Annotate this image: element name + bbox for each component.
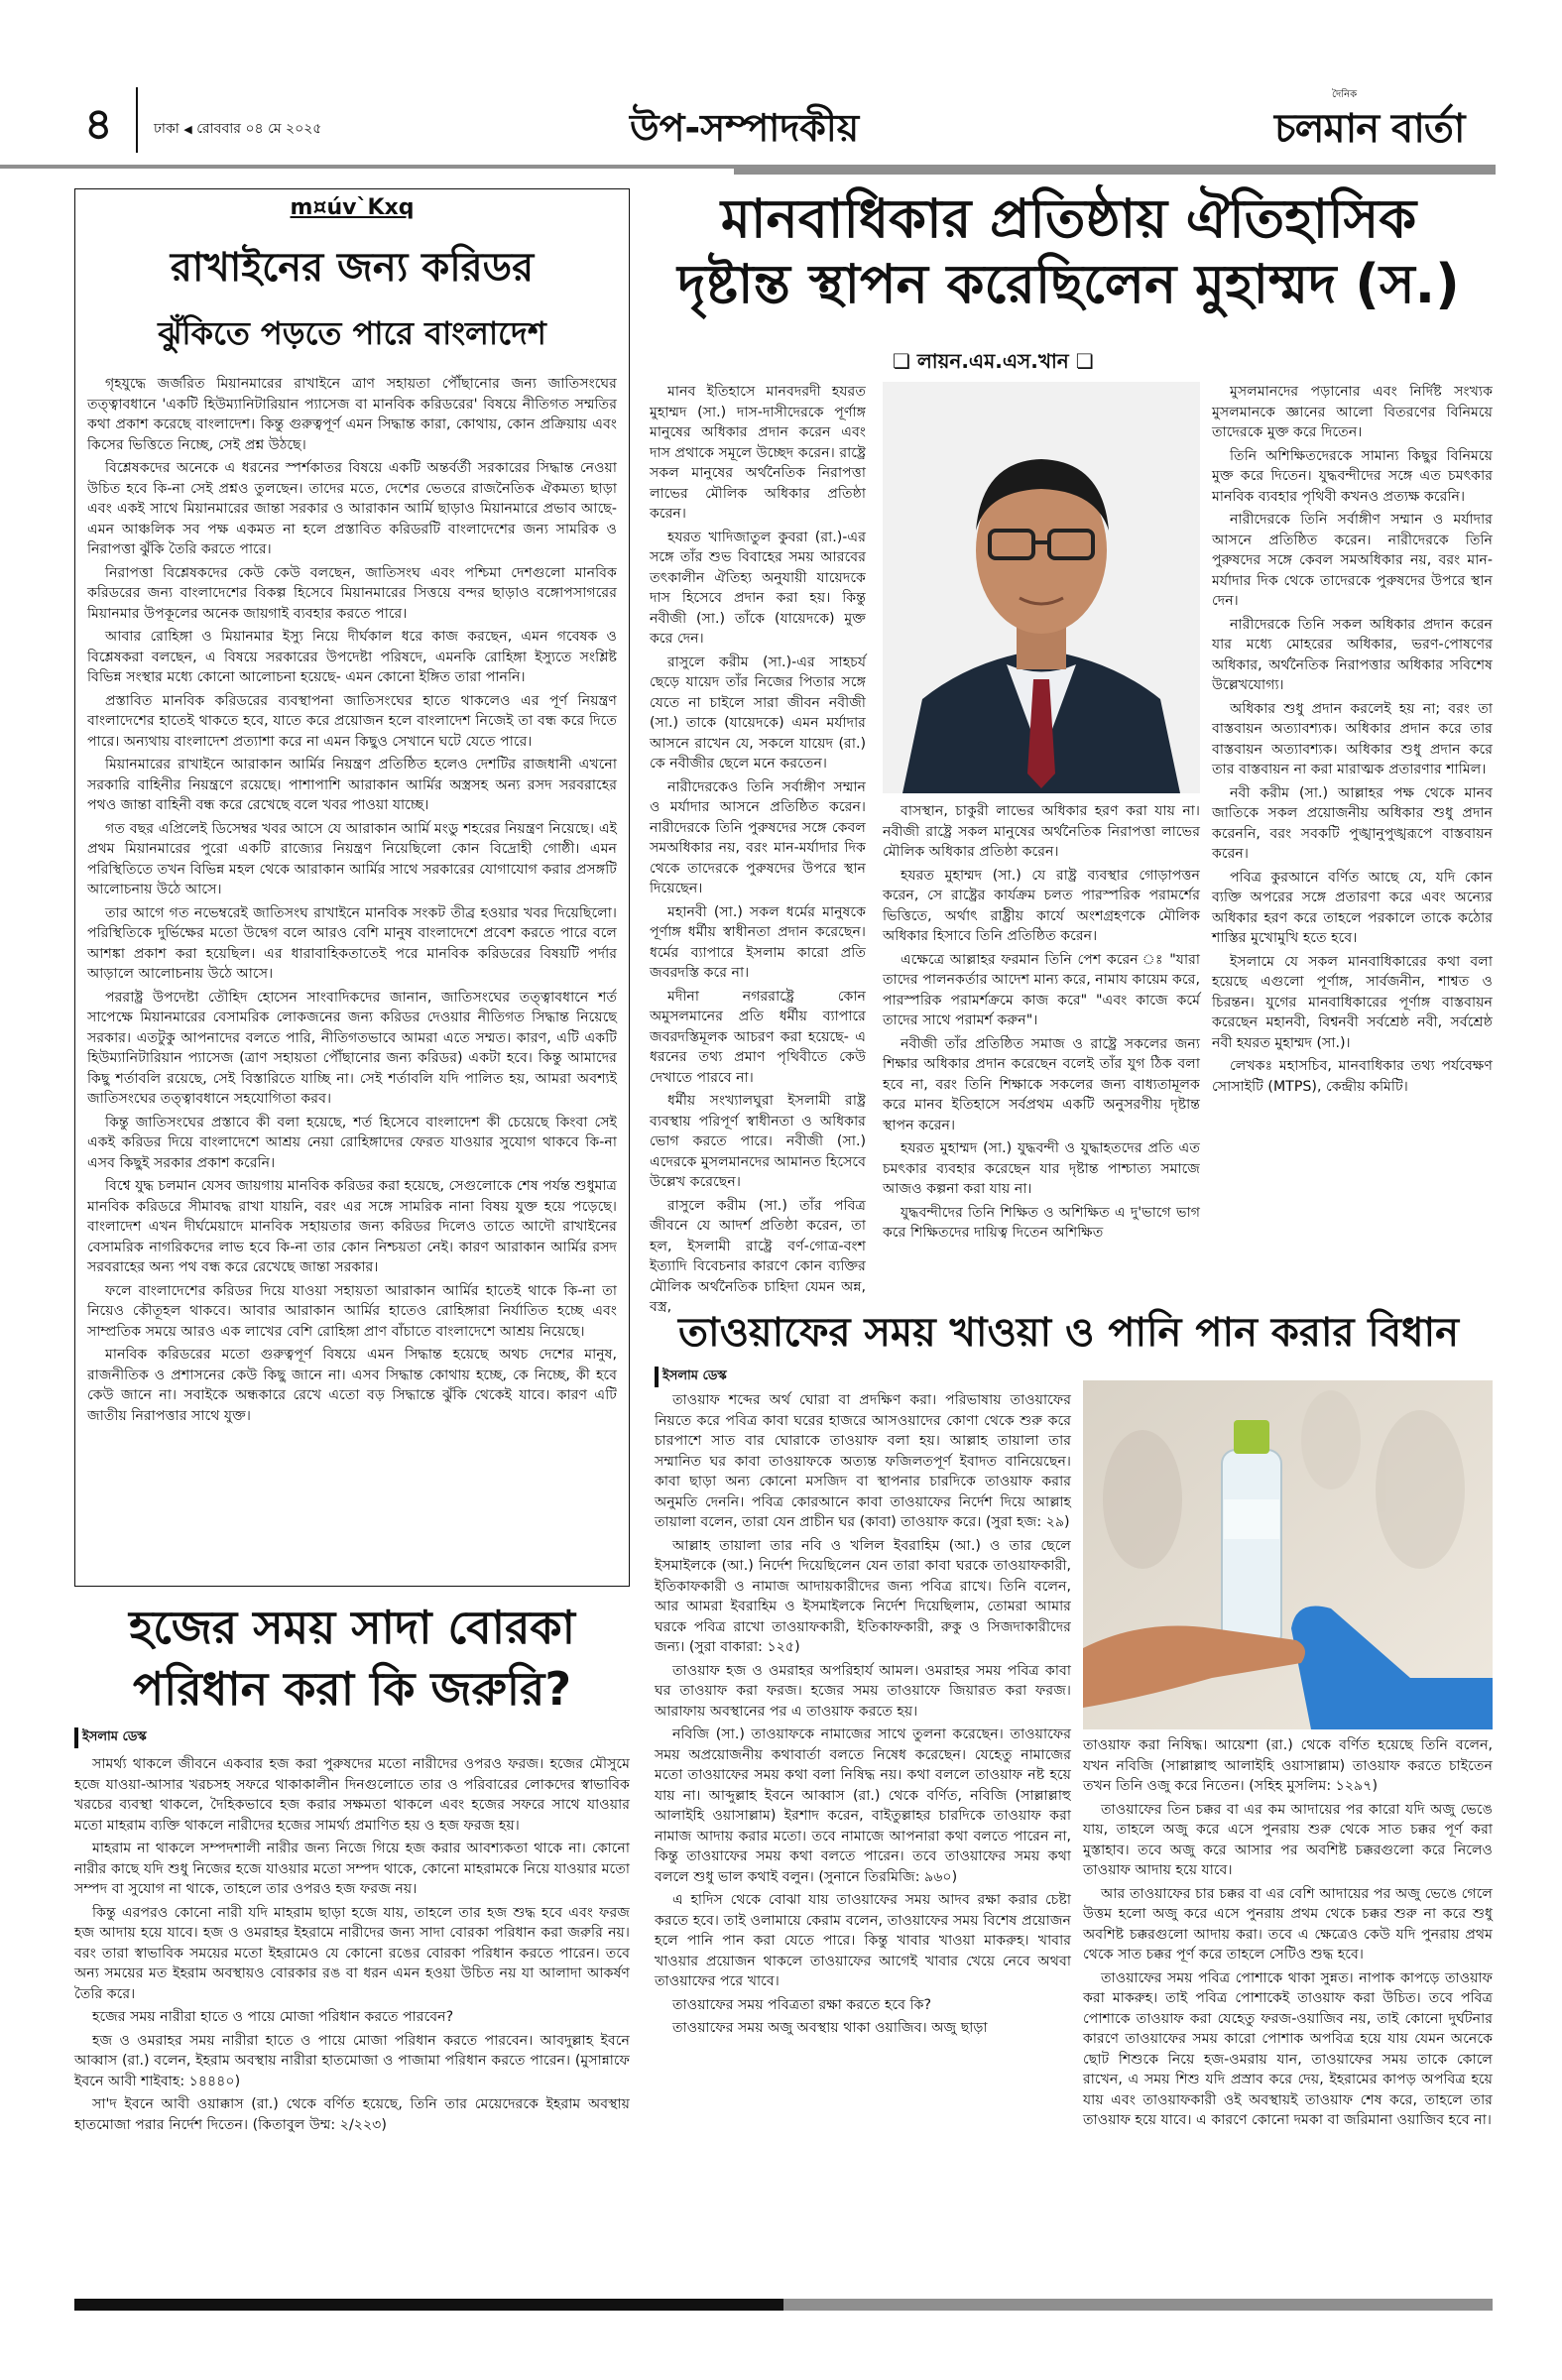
- editorial-paragraph: বিশ্লেষকদের অনেকে এ ধরনের স্পর্শকাতর বিষয়ে একটি অন্তর্বর্তী সরকারের সিদ্ধান্ত নেওয়া উচিত হবে কি-না সেই প্রশ্নও তুলছেন। তাদের মতে, দেশের ভেতরে রাজনৈতিক ঐকমত্য ছাড়া এবং একই সাথে মিয়ানমারের জান্তা সরকার ও আরাকান আর্মি ছাড়াও মিয়ানমারে প্রভাব আছে- এমন আঞ্চলিক সব পক্ষ একমত না হলে প্রস্তাবিত করিডরটি বাংলাদেশের জন্য সামরিক ও নিরাপত্তা ঝুঁকি তৈরি করতে পারে।: [87, 460, 617, 557]
- tawaf-paragraph: তাওয়াফের সময় অজু অবস্থায় থাকা ওয়াজিব। অজু ছাড়া: [672, 2020, 988, 2036]
- main-paragraph: বাসস্থান, চাকুরী লাভের অধিকার হরণ করা যায় না। নবীজী রাষ্ট্রে সকল মানুষের অর্থনৈতিক নিরাপত্তা লাভের মৌলিক অধিকার প্রতিষ্ঠা করেন।: [883, 803, 1200, 860]
- tawaf-col-1: [655, 1390, 1071, 2281]
- main-headline-line-2: দৃষ্টান্ত স্থাপন করেছিলেন মুহাম্মদ (স.): [677, 253, 1460, 315]
- tawaf-desk-label: ইসলাম ডেস্ক: [655, 1367, 727, 1387]
- tawaf-paragraph: আর তাওয়াফের চার চক্কর বা এর বেশি আদায়ের পর অজু ভেঙে গেলে উত্তম হলো অজু করে এসে পুনরায় প্রথম থেকে চক্কর শুরু না করে শুধু অবশিষ্ট চক্করগুলো আদায় করা। তবে এ ক্ষেত্রেও কেউ যদি পুনরায় প্রথম থেকে সাত চক্কর পূর্ণ করে তাহলে সেটিও শুদ্ধ হবে।: [1083, 1885, 1493, 1963]
- tawaf-paragraph: তাওয়াফের তিন চক্কর বা এর কম আদায়ের পর কারো যদি অজু ভেঙে যায়, তাহলে অজু করে এসে পুনরায় শুরু থেকে সাত চক্কর পূর্ণ করা মুস্তাহাব। তবে অজু করে আসার পর অবশিষ্ট চক্করগুলো করে নিলেও তাওয়াফ আদায় হয়ে যাবে।: [1083, 1801, 1493, 1878]
- author-portrait-image: [883, 382, 1200, 793]
- main-article-col-2: [883, 801, 1200, 1279]
- hajj-headline-2: পরিধান করা কি জরুরি?: [132, 1662, 572, 1716]
- main-paragraph: হযরত মুহাম্মদ (সা.) যুদ্ধবন্দী ও যুদ্ধাহতদের প্রতি এত চমৎকার ব্যবহার করেছেন যার দৃষ্টান্ত পাশ্চাত্য সমাজে আজও কল্পনা করা যায় না।: [883, 1140, 1200, 1197]
- main-paragraph: অধিকার শুধু প্রদান করলেই হয় না; বরং তা বাস্তবায়ন অত্যাবশ্যক। অধিকার প্রদান করে তার বাস্তবায়ন অত্যাবশ্যক। অধিকার শুধু প্রদান করে তার বাস্তবায়ন না করা মারাত্মক প্রতারণার শামিল।: [1212, 700, 1493, 777]
- tawaf-headline: তাওয়াফের সময় খাওয়া ও পানি পান করার বিধান: [678, 1310, 1459, 1356]
- editorial-paragraph: মিয়ানমারের রাখাইনে আরাকান আর্মির নিয়ন্ত্রণ প্রতিষ্ঠিত হলেও দেশটির রাজধানী এখনো সরকারি বাহিনীর নিয়ন্ত্রণে রয়েছে। পাশাপাশি আরাকান আর্মির অস্ত্রসহ অন্য রসদ সরবরাহের পথও জান্তা বাহিনী বন্ধ করে রেখেছে বলে খবর পাওয়া যাচ্ছে।: [87, 757, 617, 813]
- main-article-headline: [645, 186, 1493, 317]
- author-photo: [883, 382, 1200, 793]
- main-paragraph: রাসুলে করীম (সা.) তাঁর পবিত্র জীবনে যে আদর্শ প্রতিষ্ঠা করেন, তা হল, ইসলামী রাষ্ট্রে বর্ণ-গোত্র-বংশ ইত্যাদি বিবেচনার কারণে কোন ব্যক্তির মৌলিক অর্থনৈতিক চাহিদা যেমন অন্ন, বস্ত্র,: [650, 1197, 866, 1315]
- tawaf-col-2: [1083, 1735, 1493, 2281]
- tawaf-paragraph: নবিজি (সা.) তাওয়াফকে নামাজের সাথে তুলনা করেছেন। তাওয়াফের সময় অপ্রয়োজনীয় কথাবার্তা বলতে নিষেধ করেছেন। যেহেতু নামাজের মতো তাওয়াফের সময় কথা বলা নিষিদ্ধ নয়। কথা বললে তাওয়াফ নষ্ট হয়ে যায় না। আব্দুল্লাহ ইবনে আব্বাস (রা.) থেকে বর্ণিত, নবিজি (সাল্লাল্লাহু আলাইহি ওয়াসাল্লাম) ইরশাদ করেন, বাইতুল্লাহর চারদিকে তাওয়াফ করা নামাজ আদায় করার মতো। তবে নামাজে আপনারা কথা বলতে পারেন না, কিন্তু তাওয়াফের সময় কথা বলতে পারেন। তবে তাওয়াফের সময় কথা বললে শুধু ভাল কথাই বলুন। (সুনানে তিরমিজি: ৯৬০): [655, 1726, 1071, 1885]
- water-bottle-image: [1083, 1380, 1493, 1729]
- newspaper-logo[interactable]: [1274, 87, 1493, 152]
- main-paragraph: ইসলামে যে সকল মানবাধিকারের কথা বলা হয়েছে এগুলো পূর্ণাঙ্গ, সার্বজনীন, শাশ্বত ও চিরন্তন। যুগের মানবাধিকারের পূর্ণাঙ্গ বাস্তবায়ন করেছেন মহানবী, বিশ্বনবী সর্বশ্রেষ্ঠ নবী, সর্বশ্রেষ্ঠ নবী হযরত মুহাম্মদ (সা.)।: [1212, 953, 1493, 1051]
- tawaf-paragraph: তাওয়াফ হজ ও ওমরাহর অপরিহার্য আমল। ওমরাহর সময় পবিত্র কাবা ঘর তাওয়াফ করা ফরজ। হজের সময় তাওয়াফে জিয়ারত করা ফরজ। আরাফায় অবস্থানের পর এ তাওয়াফ করতে হয়।: [655, 1662, 1071, 1720]
- editorial-paragraph: পররাষ্ট্র উপদেষ্টা তৌহিদ হোসেন সাংবাদিকদের জানান, জাতিসংঘের তত্ত্বাবধানে শর্ত সাপেক্ষে মিয়ানমারের বেসামরিক লোকজনের জন্য করিডর দেওয়ার নীতিগত সিদ্ধান্ত নিয়েছে সরকার। এতটুকু আপনাদের বলতে পারি, নীতিগতভাবে আমরা এতে সম্মত। কারণ, এটি একটি হিউম্যানিটারিয়ান প্যাসেজ (ত্রাণ সহায়তা পৌঁছানোর জন্য করিডর) একটা হবে। কিন্তু আমাদের কিছু শর্তাবলি রয়েছে, সেই বিস্তারিতে যাচ্ছি না। সেই শর্তাবলি যদি পালিত হয়, আমরা অবশ্যই জাতিসংঘের তত্ত্বাবধানে সহযোগিতা করব।: [87, 989, 617, 1107]
- main-paragraph: নারীদেরকে তিনি সর্বাঙ্গীণ সম্মান ও মর্যাদার আসনে প্রতিষ্ঠিত করেন। নারীদেরকে তিনি পুরুষদের সঙ্গে কেবল সমঅধিকার নয়, বরং মান-মর্যাদার দিক থেকে তাদেরকে পুরুষদের উপরে স্থান দেন।: [1212, 512, 1493, 609]
- editorial-box: [74, 188, 630, 1587]
- main-article-col-1: [650, 382, 866, 1315]
- main-paragraph: নারীদেরকে তিনি সকল অধিকার প্রদান করেন যার মধ্যে মোহরের অধিকার, ভরণ-পোষণের অধিকার, অর্থনৈতিক নিরাপত্তার অধিকার সবিশেষ উল্লেখযোগ্য।: [1212, 616, 1493, 693]
- hajj-paragraph: সা'দ ইবনে আবী ওয়াক্কাস (রা.) থেকে বর্ণিত হয়েছে, তিনি তার মেয়েদেরকে ইহরাম অবস্থায় হাতমোজা পরার নির্দেশ দিতেন। (কিতাবুল উম্ম: ২/২২৩): [74, 2096, 630, 2133]
- main-paragraph: নারীদেরকেও তিনি সর্বাঙ্গীণ সম্মান ও মর্যাদার আসনে প্রতিষ্ঠিত করেন। নারীদেরকে তিনি পুরুষদের সঙ্গে কেবল সমঅধিকার নয়, বরং মান-মর্যাদার দিক থেকে তাদেরকে পুরুষদের উপরে স্থান দিয়েছেন।: [650, 778, 866, 896]
- editorial-paragraph: আবার রোহিঙ্গা ও মিয়ানমার ইস্যু নিয়ে দীর্ঘকাল ধরে কাজ করছেন, এমন গবেষক ও বিশ্লেষকরা বলছেন, এ বিষয়ে সরকারের উপদেষ্টা পরিষদে, এমনকি রোহিঙ্গা ইস্যুতে সংশ্লিষ্ট বিভিন্ন সংস্থার মধ্যে কোনো আলোচনা হয়েছে- এমন কোনো ইঙ্গিত তারা পাননি।: [87, 629, 617, 685]
- main-paragraph: যুদ্ধবন্দীদের তিনি শিক্ষিত ও অশিক্ষিত এ দু'ভাগে ভাগ করে শিক্ষিতদের দায়িত্ব দিতেন অশিক্ষিত: [883, 1204, 1200, 1241]
- date: রোববার ০৪ মে ২০২৫: [196, 121, 322, 137]
- byline-box-icon: ❏: [1075, 349, 1094, 373]
- editorial-paragraph: বিশ্বে যুদ্ধ চলমান যেসব জায়গায় মানবিক করিডর করা হয়েছে, সেগুলোকে শেষ পর্যন্ত শুধুমাত্র মানবিক করিডরে সীমাবদ্ধ রাখা যায়নি, বরং এর সঙ্গে সামরিক নানা বিষয় যুক্ত হয়ে পড়েছে। বাংলাদেশ এখন দীর্ঘমেয়াদে মানবিক সহায়তার জন্য করিডর দিলেও তাতে আদৌ রাখাইনের বেসামরিক নাগরিকদের লাভ হবে কি-না তার কোন নিশ্চয়তা নেই। কারণ আরাকান আর্মির রসদ সরবরাহের অন্য পথ বন্ধ করে রেখেছে জান্তা সরকার।: [87, 1178, 617, 1275]
- hajj-article: [74, 1597, 630, 2281]
- main-headline-line-1: মানবাধিকার প্রতিষ্ঠায় ঐতিহাসিক: [720, 187, 1417, 250]
- dateline-bullet-icon: ◀: [183, 123, 192, 136]
- tawaf-paragraph: আল্লাহ তায়ালা তার নবি ও খলিল ইবরাহিম (আ.) ও তার ছেলে ইসমাইলকে (আ.) নির্দেশ দিয়েছিলেন যেন তারা কাবা ঘরকে তাওয়াফকারী, ইতিকাফকারী ও নামাজ আদায়কারীদের জন্য পবিত্র রাখে। তিনি বলেন, আর আমরা ইবরাহিম ও ইসমাইলকে নির্দেশ দিয়েছিলাম, তোমরা আমার ঘরকে পবিত্র রাখো তাওয়াফকারী, ইতিকাফকারী, রুকু ও সিজদাকারীদের জন্য। (সুরা বাকারা: ১২৫): [655, 1537, 1071, 1655]
- tawaf-photo: [1083, 1380, 1493, 1729]
- page-number: ৪: [84, 99, 113, 150]
- hajj-paragraph: সামর্থ্য থাকলে জীবনে একবার হজ করা পুরুষদের মতো নারীদের ওপরও ফরজ। হজের মৌসুমে হজে যাওয়া-আসার খরচসহ সফরে থাকাকালীন দিনগুলোতে তার ও পরিবারের লোকদের স্বাভাবিক খরচের ব্যবস্থা থাকলে, দৈহিকভাবে হজ করার সক্ষমতা থাকলে এবং হজের সফরে সাথে যাওয়ার মতো মাহরাম ব্যক্তি থাকলে নারীদের হজের সামর্থ্য প্রমাণিত হয় ও হজ ফরজ হয়।: [74, 1756, 630, 1834]
- editorial-paragraph: গৃহযুদ্ধে জর্জরিত মিয়ানমারের রাখাইনে ত্রাণ সহায়তা পৌঁছানোর জন্য জাতিসংঘের তত্ত্বাবধানে 'একটি হিউম্যানিটারিয়ান প্যাসেজ বা মানবিক করিডরের' বিষয়ে নীতিগত সম্মতির কথা প্রকাশ করেছে বাংলাদেশ। কিন্তু গুরুত্বপূর্ণ এমন সিদ্ধান্ত কারা, কোথায়, কোন প্রক্রিয়ায় এবং কিসের ভিত্তিতে নিচ্ছে, সেই প্রশ্ন উঠছে।: [87, 376, 617, 453]
- hajj-headline-1: হজের সময় সাদা বোরকা: [129, 1601, 575, 1654]
- masthead-divider: [136, 87, 138, 153]
- editorial-headline-1: রাখাইনের জন্য করিডর: [170, 245, 535, 291]
- city: ঢাকা: [154, 121, 180, 137]
- hajj-paragraph: মাহরাম না থাকলে সম্পদশালী নারীর জন্য নিজে গিয়ে হজ করার আবশ্যকতা থাকে না। কোনো নারীর কাছে যদি শুধু নিজের হজে যাওয়ার মতো সম্পদ থাকে, কোনো মাহরামকে নিয়ে যাওয়ার মতো সম্পদ বা সুযোগ না থাকে, তাহলে তার ওপরও হজ ফরজ নয়।: [74, 1841, 630, 1897]
- hajj-paragraph: কিন্তু এরপরও কোনো নারী যদি মাহরাম ছাড়া হজে যায়, তাহলে তার হজ শুদ্ধ হবে এবং ফরজ হজ আদায় হয়ে যাবে। হজ ও ওমরাহর ইহরামে নারীদের জন্য সাদা বোরকা পরিধান করা জরুরি নয়। বরং তারা স্বাভাবিক সময়ের মতো ইহরামেও যে কোনো রঙের বোরকা পরিধান করতে পারেন। তবে অন্য সময়ের মত ইহরাম অবস্থায়ও বোরকার রঙ বা ধরন এমন হওয়া উচিত নয় যা আলাদা আকর্ষণ তৈরি করে।: [74, 1904, 630, 2002]
- main-paragraph: তিনি অশিক্ষিতদেরকে সামান্য কিছুর বিনিময়ে মুক্ত করে দিতেন। যুদ্ধবন্দীদের সঙ্গে এত চমৎকার মানবিক ব্যবহার পৃথিবী কখনও প্রত্যক্ষ করেনি।: [1212, 447, 1493, 505]
- main-article-col-3: [1212, 382, 1493, 1279]
- editorial-paragraph: তার আগে গত নভেম্বরেই জাতিসংঘ রাখাইনে মানবিক সংকট তীব্র হওয়ার খবর দিয়েছিলো। পরিস্থিতিকে দুর্ভিক্ষের মতো উদ্বেগ বলে আরও বেশি মানুষ বাংলাদেশে প্রবেশ করতে পারে বলে আশঙ্কা প্রকাশ করা হয়েছিল। এর ধারাবাহিকতাতেই পরে মানবিক করিডরের বিষয়টি পর্দার আড়ালে আলোচনায় উঠে আসে।: [87, 904, 617, 982]
- footer-bar: [74, 2299, 1493, 2311]
- hajj-body: [74, 1754, 630, 2135]
- main-paragraph: নবীজী তাঁর প্রতিষ্ঠিত সমাজ ও রাষ্ট্রে সকলের জন্য শিক্ষার অধিকার প্রদান করেছেন বলেই তাঁর যুগ ঠিক বলা হবে না, বরং তিনি শিক্ষাকে সকলের জন্য বাধ্যতামূলক করে মানব ইতিহাসে সর্বপ্রথম একটি অনুসরণীয় দৃষ্টান্ত স্থাপন করেন।: [883, 1035, 1200, 1133]
- tawaf-paragraph: এ হাদিস থেকে বোঝা যায় তাওয়াফের সময় আদব রক্ষা করার চেষ্টা করতে হবে। তাই ওলামায়ে কেরাম বলেন, তাওয়াফের সময় বিশেষ প্রয়োজন হলে পানি পান করা যেতে পারে। কিন্তু খাবার খাওয়া মাকরুহ। খাবার খাওয়ার প্রয়োজন থাকলে তাওয়াফের আগেই খাবার খেয়ে নেবে অথবা তাওয়াফের পরে খাবে।: [655, 1892, 1071, 1989]
- main-paragraph: মানব ইতিহাসে মানবদরদী হযরত মুহাম্মদ (সা.) দাস-দাসীদেরকে পূর্ণাঙ্গ মানুষের অধিকার প্রদান করেন এবং দাস প্রথাকে সমূলে উচ্ছেদ করেন। রাষ্ট্রে সকল মানুষের অর্থনৈতিক নিরাপত্তা লাভের মৌলিক অধিকার প্রতিষ্ঠা করেন।: [650, 384, 866, 522]
- logo-text: চলমান বার্তা: [1274, 106, 1465, 152]
- main-paragraph: মহানবী (সা.) সকল ধর্মের মানুষকে পূর্ণাঙ্গ ধর্মীয় স্বাধীনতা প্রদান করেছেন। ধর্মের ব্যাপারে ইসলাম কারো প্রতি জবরদস্তি করে না।: [650, 903, 866, 981]
- main-paragraph: এক্ষেত্রে আল্লাহর ফরমান তিনি পেশ করেন ঃ "যারা তাদের পালনকর্তার আদেশ মান্য করে, নামায কায়েম করে, পারস্পরিক পরামর্শক্রমে কাজ করে" "এবং কাজে কর্মে তাদের সাথে পরামর্শ করুন"।: [883, 951, 1200, 1028]
- masthead-dateline: [154, 117, 321, 141]
- main-paragraph: নবী করীম (সা.) আল্লাহর পক্ষ থেকে মানব জাতিকে সকল প্রয়োজনীয় অধিকার শুধু প্রদান করেননি, বরং সবকটি পুঙ্খানুপুঙ্খরূপে বাস্তবায়ন করেন।: [1212, 784, 1493, 862]
- editorial-body: [75, 362, 629, 1426]
- author-credit: লেখকঃ মহাসচিব, মানবাধিকার তথ্য পর্যবেক্ষণ সোসাইটি (MTPS), কেন্দ্রীয় কমিটি।: [1212, 1058, 1493, 1095]
- main-paragraph: মদীনা নগররাষ্ট্রে কোন অমুসলমানের প্রতি ধর্মীয় ব্যাপারে জবরদস্তিমূলক আচরণ করা হয়েছে- এ ধরনের তথ্য প্রমাণ পৃথিবীতে কেউ দেখাতে পারবে না।: [650, 988, 866, 1086]
- byline-name: লায়ন.এম.এস.খান: [916, 349, 1069, 373]
- hajj-paragraph: হজ ও ওমরাহর সময় নারীরা হাতে ও পায়ে মোজা পরিধান করতে পারবেন। আবদুল্লাহ ইবনে আব্বাস (রা.) বলেন, ইহরাম অবস্থায় নারীরা হাতমোজা ও পাজামা পরিধান করতে পারেন। (মুসান্নাফে ইবনে আবী শাইবাহ: ১৪৪৪০): [74, 2032, 630, 2089]
- byline-box-icon: ❏: [893, 349, 910, 373]
- editorial-paragraph: গত বছর এপ্রিলেই ডিসেম্বর খবর আসে যে আরাকান আর্মি মংডু শহরের নিয়ন্ত্রণ নিয়েছে। এই প্রথম মিয়ানমারের পুরো একটি রাজ্যের নিয়ন্ত্রণ নিয়েছিলো কোন বিদ্রোহী গোষ্ঠী। এমন পরিস্থিতিতে তখন বিভিন্ন মহল থেকে আরাকান আর্মির সাথে সরকারের যোগাযোগ করার প্রসঙ্গটি আলোচনায় উঠে আসে।: [87, 820, 617, 897]
- masthead-bottom-bar: [0, 165, 1496, 175]
- editorial-label: m¤úv`Kxq: [290, 195, 415, 220]
- editorial-headline-2: ঝুঁকিতে পড়তে পারে বাংলাদেশ: [158, 314, 546, 352]
- hajj-desk-label: ইসলাম ডেস্ক: [74, 1727, 147, 1748]
- main-paragraph: রাসুলে করীম (সা.)-এর সাহচর্য ছেড়ে যায়েদ তাঁর নিজের পিতার সঙ্গে যেতে না চাইলে সারা জীবন নবীজী (সা.) তাকে (যায়েদকে) এমন মর্যাদার আসনে রাখেন যে, সকলে যায়েদ (রা.) কে নবীজীর ছেলে মনে করতেন।: [650, 654, 866, 772]
- editorial-paragraph: ফলে বাংলাদেশের করিডর দিয়ে যাওয়া সহায়তা আরাকান আর্মির হাতেই থাকে কি-না তা নিয়েও কৌতূহল থাকবে। আবার আরাকান আর্মির হাতেও রোহিঙ্গারা নির্যাতিত হচ্ছে এবং সাম্প্রতিক সময়ে আরও এক লাখের বেশি রোহিঙ্গা প্রাণ বাঁচাতে বাংলাদেশে আশ্রয় নিয়েছে।: [87, 1282, 617, 1340]
- main-byline: [893, 347, 1094, 380]
- main-paragraph: মুসলমানদের পড়ানোর এবং নির্দিষ্ট সংখ্যক মুসলমানকে জ্ঞানের আলো বিতরণের বিনিময়ে তাদেরকে মুক্ত করে দিতেন।: [1212, 384, 1493, 440]
- hajj-subheading: হজের সময় নারীরা হাতে ও পায়ে মোজা পরিধান করতে পারবেন?: [92, 2009, 454, 2025]
- logo-small-text: দৈনিক: [1332, 89, 1358, 100]
- tawaf-paragraph: তাওয়াফ শব্দের অর্থ ঘোরা বা প্রদক্ষিণ করা। পরিভাষায় তাওয়াফের নিয়তে করে পবিত্র কাবা ঘরের হাজরে আসওয়াদের কোণা থেকে শুরু করে চারপাশে সাত বার ঘোরাকে তাওয়াফ বলা হয়। আল্লাহ তায়ালা তার সম্মানিত ঘর কাবা তাওয়াফকে অত্যন্ত ফজিলতপূর্ণ ইবাদত বানিয়েছেন। কাবা ছাড়া অন্য কোনো মসজিদ বা স্থাপনার চারদিকে তাওয়াফ করার অনুমতি দেননি। পবিত্র কোরআনে কাবা তাওয়াফের নির্দেশ দিয়ে আল্লাহ তায়ালা বলেন, তারা যেন প্রাচীন ঘর (কাবা) তাওয়াফ করে। (সুরা হজ: ২৯): [655, 1392, 1071, 1530]
- masthead: [74, 87, 1493, 169]
- main-paragraph: পবিত্র কুরআনে বর্ণিত আছে যে, যদি কোন ব্যক্তি অপরের সঙ্গে প্রতারণা করে এবং অন্যের অধিকার হরণ করে তাহলে পরকালে তাকে কঠোর শাস্তির মুখোমুখি হতে হবে।: [1212, 869, 1493, 946]
- main-paragraph: হযরত খাদিজাতুল কুবরা (রা.)-এর সঙ্গে তাঁর শুভ বিবাহের সময় আরবের তৎকালীন ঐতিহ্য অনুযায়ী যায়েদকে দাস হিসেবে প্রদান করা হয়। কিন্তু নবীজী (সা.) তাঁকে (যায়েদকে) মুক্ত করে দেন।: [650, 529, 866, 647]
- editorial-paragraph: নিরাপত্তা বিশ্লেষকদের কেউ কেউ বলছেন, জাতিসংঘ এবং পশ্চিমা দেশগুলো মানবিক করিডরের জন্য বাংলাদেশের বিকল্প হিসেবে মিয়ানমারের সিত্তয়ে বন্দর ছাড়াও বঙ্গোপসাগরের মিয়ানমার উপকূলের অনেক জায়গাই ব্যবহার করতে পারে।: [87, 564, 617, 622]
- tawaf-paragraph: তাওয়াফের সময় পবিত্র পোশাকে থাকা সুন্নত। নাপাক কাপড়ে তাওয়াফ করা মাকরুহ। তাই পবিত্র পোশাকেই তাওয়াফ করা উচিত। তবে পবিত্র পোশাকে তাওয়াফ করা যেহেতু ফরজ-ওয়াজিব নয়, তাই কোনো দুর্ঘটনার কারণে তাওয়াফের সময় কারো পোশাক অপবিত্র হয়ে যায় যেমন অনেকে ছোট শিশুকে নিয়ে হজ-ওমরায় যান, তাওয়াফের সময় তাকে কোলে রাখেন, এ সময় শিশু যদি প্রস্রাব করে দেয়, ইহরামের কাপড় অপবিত্র হয়ে যায় এবং তাওয়াফকারী ওই অবস্থায়ই তাওয়াফ শেষ করে, তাহলে তার তাওয়াফ হয়ে যাবে। এ কারণে কোনো দমকা বা জরিমানা ওয়াজিব হবে না।: [1083, 1969, 1493, 2128]
- section-title: উপ-সম্পাদকীয়: [630, 106, 860, 150]
- main-paragraph: ধর্মীয় সংখ্যালঘুরা ইসলামী রাষ্ট্র ব্যবস্থায় পরিপূর্ণ স্বাধীনতা ও অধিকার ভোগ করতে পারে। নবীজী (সা.) এদেরকে মুসলমানদের আমানত হিসেবে উল্লেখ করেছেন।: [650, 1093, 866, 1190]
- editorial-paragraph: প্রস্তাবিত মানবিক করিডরের ব্যবস্থাপনা জাতিসংঘের হাতে থাকলেও এর পূর্ণ নিয়ন্ত্রণ বাংলাদেশের হাতেই থাকতে হবে, যাতে করে প্রয়োজন হলে বাংলাদেশ নিজেই তা বন্ধ করে দিতে পারে। অন্যথায় বাংলাদেশ প্রত্যাশা করে না এমন কিছুও সেখানে ঘটে যেতে পারে।: [87, 692, 617, 750]
- tawaf-paragraph: তাওয়াফ করা নিষিদ্ধ। আয়েশা (রা.) থেকে বর্ণিত হয়েছে তিনি বলেন, যখন নবিজি (সাল্লাল্লাহু আলাইহি ওয়াসাল্লাম) তাওয়াফ করতে চাইতেন তখন তিনি ওজু করে নিতেন। (সহিহ মুসলিম: ১২৯৭): [1083, 1737, 1493, 1794]
- tawaf-subheading: তাওয়াফের সময় পবিত্রতা রক্ষা করতে হবে কি?: [672, 1996, 932, 2013]
- editorial-paragraph: কিন্তু জাতিসংঘের প্রস্তাবে কী বলা হয়েছে, শর্ত হিসেবে বাংলাদেশ কী চেয়েছে কিংবা সেই একই করিডর দিয়ে বাংলাদেশে আশ্রয় নেয়া রোহিঙ্গাদের ফেরত যাওয়ার সুযোগ থাকবে কি-না এসব কিছুই সরকার প্রকাশ করেনি।: [87, 1114, 617, 1171]
- editorial-paragraph: মানবিক করিডরের মতো গুরুত্বপূর্ণ বিষয়ে এমন সিদ্ধান্ত হয়েছে অথচ দেশের মানুষ, রাজনীতিক ও প্রশাসনের কেউ কিছু জানে না। এসব সিদ্ধান্ত কোথায় হচ্ছে, কে নিচ্ছে, কী হবে কেউ জানে না। সবাইকে অন্ধকারে রেখে এতো বড় সিদ্ধান্তে ঝুঁকি থেকেই যাবে। কারণ এটি জাতীয় নিরাপত্তার সাথে যুক্ত।: [87, 1347, 617, 1424]
- main-paragraph: হযরত মুহাম্মদ (সা.) যে রাষ্ট্র ব্যবস্থার গোড়াপত্তন করেন, সে রাষ্ট্রের কার্যক্রম চলত পারস্পরিক পরামর্শের ভিত্তিতে, অর্থাৎ রাষ্ট্রীয় কার্যে অংশগ্রহণকে মৌলিক অধিকার হিসাবে তিনি প্রতিষ্ঠিত করেন।: [883, 867, 1200, 944]
